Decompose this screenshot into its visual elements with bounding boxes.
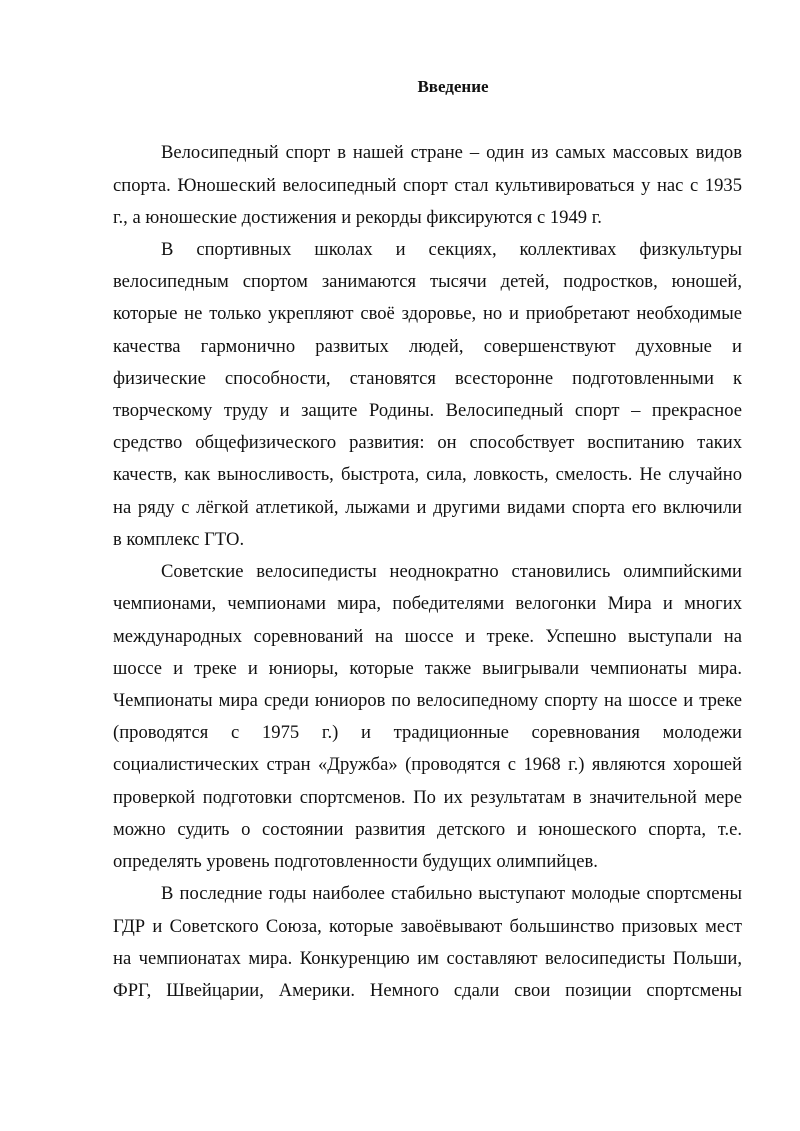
- text-line: качеств, как выносливость, быстрота, сила, ловкость, смелость. Не случайно: [113, 464, 742, 485]
- text-line: ФРГ, Швейцарии, Америки. Немного сдали свои позиции спортсмены: [113, 980, 742, 1001]
- text-line: творческому труду и защите Родины. Велосипедный спорт – прекрасное: [113, 400, 742, 421]
- text-line: проверкой подготовки спортсменов. По их результатам в значительной мере: [113, 787, 742, 808]
- text-line: на чемпионатах мира. Конкуренцию им составляют велосипедисты Польши,: [113, 948, 742, 969]
- text-line: ГДР и Советского Союза, которые завоёвывают большинство призовых мест: [113, 916, 742, 937]
- page-title: Введение: [417, 77, 489, 96]
- text-line: шоссе и треке и юниоры, которые также выигрывали чемпионаты мира.: [113, 658, 742, 679]
- text-line: на ряду с лёгкой атлетикой, лыжами и другими видами спорта его включили: [113, 497, 742, 518]
- text-line: международных соревнований на шоссе и треке. Успешно выступали на: [113, 626, 742, 647]
- text-line: Велосипедный спорт в нашей стране – один из самых массовых видов: [161, 142, 742, 163]
- text-line: которые не только укрепляют своё здоровье, но и приобретают необходимые: [113, 303, 742, 324]
- text-line: чемпионами, чемпионами мира, победителями велогонки Мира и многих: [113, 593, 742, 614]
- text-line: можно судить о состоянии развития детского и юношеского спорта, т.е.: [113, 819, 742, 840]
- text-line: качества гармонично развитых людей, совершенствуют духовные и: [113, 336, 742, 357]
- text-line: в комплекс ГТО.: [113, 529, 245, 550]
- text-line: В спортивных школах и секциях, коллективах физкультуры: [161, 239, 742, 260]
- text-line: средство общефизического развития: он способствует воспитанию таких: [113, 432, 742, 453]
- text-line: В последние годы наиболее стабильно выступают молодые спортсмены: [161, 883, 742, 904]
- text-line: г., а юношеские достижения и рекорды фиксируются с 1949 г.: [113, 207, 602, 228]
- text-line: Советские велосипедисты неоднократно становились олимпийскими: [161, 561, 742, 582]
- text-line: велосипедным спортом занимаются тысячи детей, подростков, юношей,: [113, 271, 742, 292]
- text-line: физические способности, становятся всесторонне подготовленными к: [113, 368, 742, 389]
- text-line: определять уровень подготовленности будущих олимпийцев.: [113, 851, 598, 872]
- text-line: (проводятся с 1975 г.) и традиционные соревнования молодежи: [113, 722, 742, 743]
- text-line: Чемпионаты мира среди юниоров по велосипедному спорту на шоссе и треке: [113, 690, 742, 711]
- text-line: социалистических стран «Дружба» (проводятся с 1968 г.) являются хорошей: [113, 754, 742, 775]
- text-line: спорта. Юношеский велосипедный спорт стал культивироваться у нас с 1935: [113, 175, 742, 196]
